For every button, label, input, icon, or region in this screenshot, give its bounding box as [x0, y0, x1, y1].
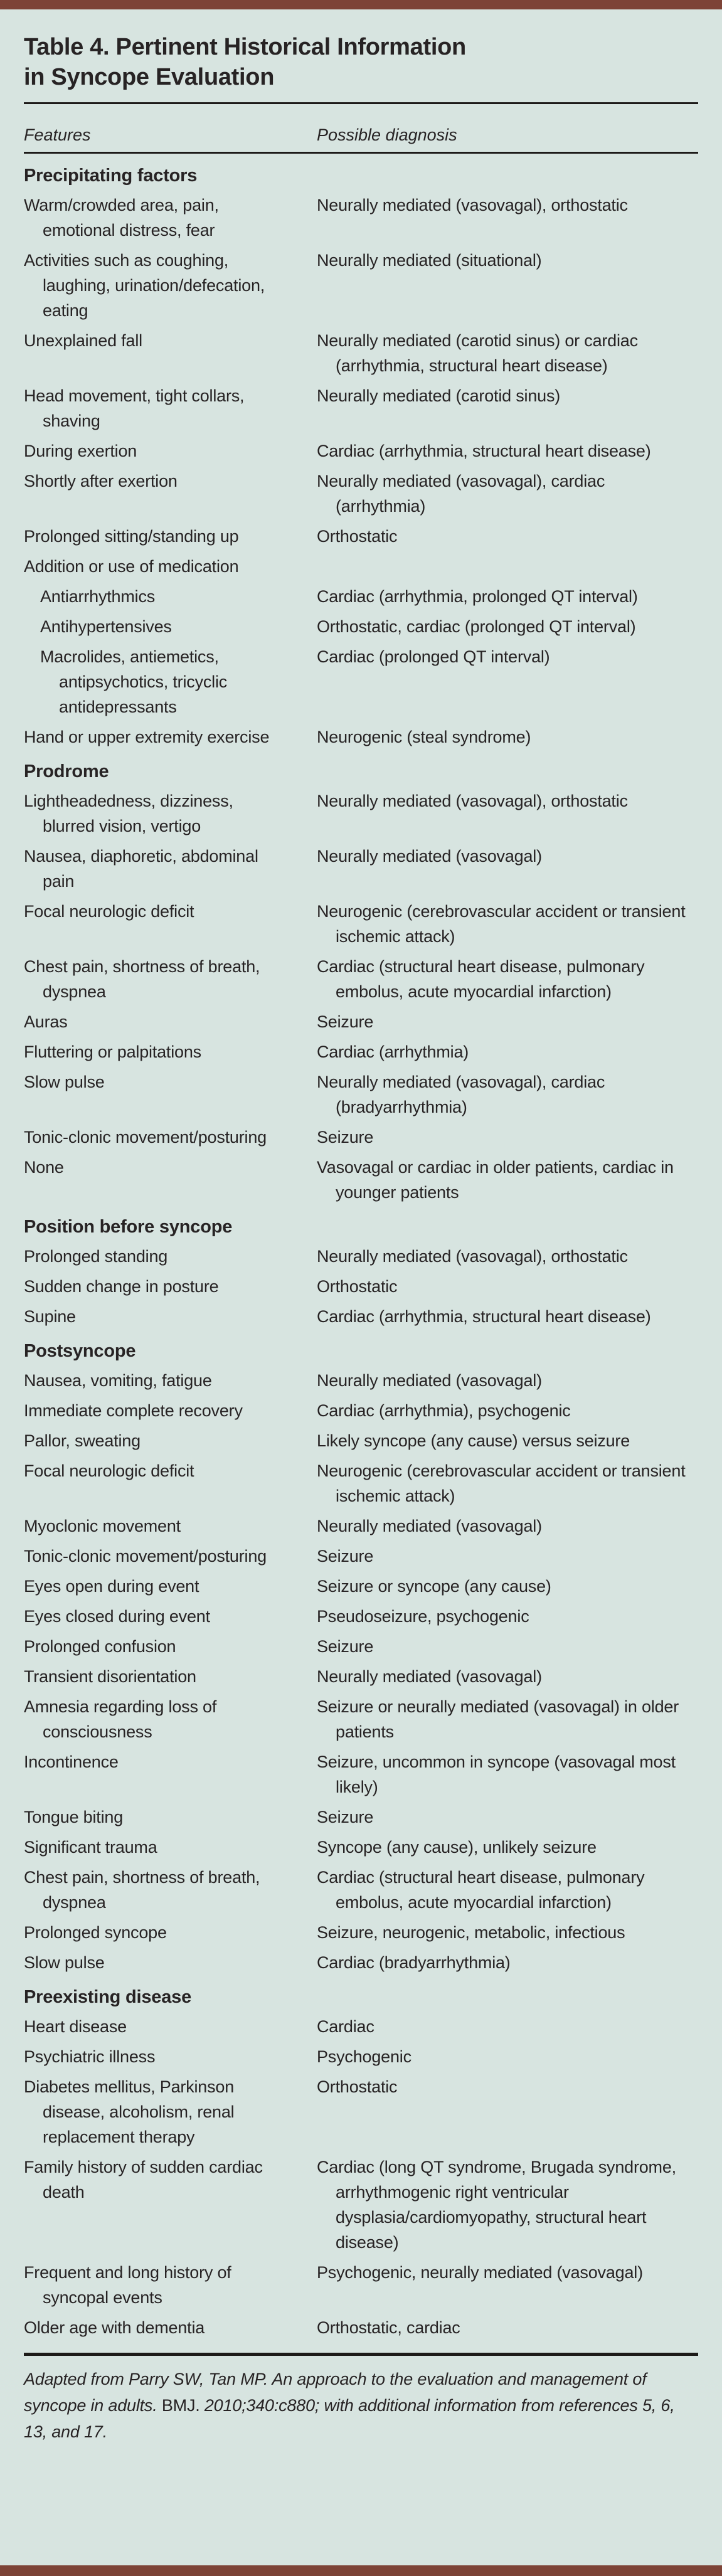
- diagnosis-cell: Cardiac (arrhythmia, prolonged QT interval): [317, 587, 638, 606]
- diagnosis-cell: Syncope (any cause), unlikely seizure: [317, 1838, 597, 1857]
- feature-cell: Eyes closed during event: [24, 1607, 210, 1626]
- diagnosis-cell: Seizure: [317, 1128, 374, 1147]
- table-row: [24, 1009, 698, 1034]
- table-row: [24, 724, 698, 750]
- table-row: [24, 1155, 698, 1205]
- column-header-features: Features: [24, 125, 91, 144]
- table-row: [24, 1634, 698, 1659]
- table-row: [24, 1244, 698, 1269]
- source-note: [24, 2366, 698, 2445]
- diagnosis-cell: Seizure: [317, 1637, 374, 1656]
- table-row: [24, 1865, 698, 1915]
- table-row: [24, 644, 698, 719]
- feature-cell: Activities such as coughing, laughing, urination/defecation, eating: [24, 251, 265, 320]
- table-row: [24, 1950, 698, 1975]
- diagnosis-cell: Neurogenic (cerebrovascular accident or transient ischemic attack): [317, 902, 686, 946]
- feature-cell: Psychiatric illness: [24, 2047, 156, 2066]
- diagnosis-cell: Orthostatic: [317, 2077, 398, 2096]
- feature-cell: Lightheadedness, dizziness, blurred vision, vertigo: [24, 792, 233, 835]
- feature-cell: Diabetes mellitus, Parkinson disease, alcoholism, renal replacement therapy: [24, 2077, 235, 2146]
- feature-cell: Amnesia regarding loss of consciousness: [24, 1697, 217, 1741]
- feature-cell: Tonic-clonic movement/posturing: [24, 1128, 267, 1147]
- diagnosis-cell: Neurally mediated (vasovagal): [317, 1371, 542, 1390]
- feature-cell: Transient disorientation: [24, 1667, 196, 1686]
- feature-cell: Shortly after exertion: [24, 472, 178, 490]
- diagnosis-cell: Orthostatic: [317, 1277, 398, 1296]
- feature-cell: Nausea, diaphoretic, abdominal pain: [24, 847, 258, 891]
- table-row: [24, 1604, 698, 1629]
- table-row: [24, 2315, 698, 2340]
- feature-cell: Focal neurologic deficit: [24, 1461, 194, 1480]
- feature-cell: Auras: [24, 1012, 68, 1031]
- table-row: [24, 2014, 698, 2039]
- table-title-line-2: in Syncope Evaluation: [24, 64, 275, 90]
- diagnosis-cell: Seizure: [317, 1808, 374, 1826]
- diagnosis-cell: Neurally mediated (vasovagal): [317, 847, 542, 866]
- feature-cell: Prolonged sitting/standing up: [24, 527, 239, 546]
- table-row: [24, 788, 698, 839]
- feature-cell: Prolonged standing: [24, 1247, 168, 1266]
- table-row: [24, 1069, 698, 1120]
- diagnosis-cell: Seizure, neurogenic, metabolic, infectious: [317, 1923, 625, 1942]
- feature-cell: Fluttering or palpitations: [24, 1042, 201, 1061]
- diagnosis-cell: Cardiac (long QT syndrome, Brugada syndrome, arrhythmogenic right ventricular dysplasia/cardiomyopathy, structural heart disease): [317, 2158, 676, 2252]
- feature-cell: Frequent and long history of syncopal events: [24, 2263, 231, 2307]
- feature-cell: Unexplained fall: [24, 331, 142, 350]
- source-note-segment: 2010;340:c880; with additional information from references 5, 6, 13, and 17.: [24, 2396, 675, 2441]
- feature-cell: Focal neurologic deficit: [24, 902, 194, 921]
- table-row: [24, 248, 698, 323]
- diagnosis-cell: Neurally mediated (vasovagal), orthostatic: [317, 1247, 628, 1266]
- diagnosis-cell: Neurogenic (cerebrovascular accident or transient ischemic attack): [317, 1461, 686, 1505]
- diagnosis-cell: Pseudoseizure, psychogenic: [317, 1607, 529, 1626]
- diagnosis-cell: Neurally mediated (carotid sinus): [317, 386, 561, 405]
- table-row: [24, 614, 698, 639]
- feature-cell: Prolonged syncope: [24, 1923, 167, 1942]
- diagnosis-cell: Orthostatic, cardiac (prolonged QT interval): [317, 617, 636, 636]
- feature-cell: Sudden change in posture: [24, 1277, 219, 1296]
- diagnosis-cell: Seizure, uncommon in syncope (vasovagal most likely): [317, 1752, 676, 1796]
- diagnosis-cell: Cardiac (bradyarrhythmia): [317, 1953, 511, 1972]
- table-row: [24, 469, 698, 519]
- table-row: [24, 1304, 698, 1329]
- diagnosis-cell: Seizure: [317, 1547, 374, 1566]
- top-border-bar: [0, 0, 722, 9]
- feature-cell: Eyes open during event: [24, 1577, 199, 1596]
- table-row: [24, 899, 698, 949]
- feature-cell: Prolonged confusion: [24, 1637, 176, 1656]
- diagnosis-cell: Cardiac (arrhythmia, structural heart disease): [317, 1307, 651, 1326]
- table-row: [24, 1574, 698, 1599]
- feature-cell: Chest pain, shortness of breath, dyspnea: [24, 1868, 260, 1912]
- diagnosis-cell: Cardiac (arrhythmia), psychogenic: [317, 1401, 571, 1420]
- column-header-row: [24, 122, 698, 148]
- feature-cell: Antihypertensives: [40, 617, 172, 636]
- diagnosis-cell: Neurally mediated (vasovagal), cardiac (arrhythmia): [317, 472, 605, 516]
- feature-cell: Hand or upper extremity exercise: [24, 728, 270, 746]
- diagnosis-cell: Psychogenic, neurally mediated (vasovagal): [317, 2263, 643, 2282]
- feature-cell: Tonic-clonic movement/posturing: [24, 1547, 267, 1566]
- diagnosis-cell: Neurally mediated (vasovagal), cardiac (bradyarrhythmia): [317, 1073, 605, 1116]
- diagnosis-cell: Cardiac (arrhythmia, structural heart disease): [317, 442, 651, 460]
- feature-cell: Tongue biting: [24, 1808, 124, 1826]
- header-divider: [24, 152, 698, 154]
- diagnosis-cell: [317, 554, 698, 579]
- feature-cell: Myoclonic movement: [24, 1517, 181, 1535]
- footer-divider: [24, 2353, 698, 2356]
- feature-cell: Significant trauma: [24, 1838, 157, 1857]
- source-note-segment: BMJ.: [161, 2396, 200, 2415]
- table-row: [24, 193, 698, 243]
- table-row: [24, 1398, 698, 1423]
- feature-cell: Addition or use of medication: [24, 557, 239, 576]
- feature-cell: During exertion: [24, 442, 137, 460]
- section-heading: Postsyncope: [24, 1341, 136, 1361]
- table-row: [24, 554, 698, 579]
- table-row: [24, 524, 698, 549]
- table-title-line-1: Table 4. Pertinent Historical Information: [24, 34, 466, 60]
- table-row: [24, 383, 698, 433]
- column-header-diagnosis: Possible diagnosis: [317, 125, 457, 144]
- table-row: [24, 2044, 698, 2069]
- feature-cell: Incontinence: [24, 1752, 119, 1771]
- feature-cell: Slow pulse: [24, 1953, 105, 1972]
- feature-cell: Family history of sudden cardiac death: [24, 2158, 263, 2202]
- table-row: [24, 844, 698, 894]
- table-row: [24, 1428, 698, 1453]
- feature-cell: Warm/crowded area, pain, emotional distress, fear: [24, 196, 219, 240]
- diagnosis-cell: Cardiac (structural heart disease, pulmonary embolus, acute myocardial infarction): [317, 957, 645, 1001]
- table-row: [24, 1805, 698, 1830]
- table-row: [24, 2074, 698, 2149]
- table-row: [24, 1274, 698, 1299]
- table-title: [24, 32, 698, 92]
- feature-cell: Heart disease: [24, 2017, 127, 2036]
- diagnosis-cell: Neurally mediated (vasovagal), orthostatic: [317, 792, 628, 810]
- bottom-border-bar: [0, 2565, 722, 2576]
- feature-cell: Head movement, tight collars, shaving: [24, 386, 245, 430]
- table-row: [24, 2155, 698, 2255]
- diagnosis-cell: Orthostatic, cardiac: [317, 2318, 460, 2337]
- table-row: [24, 1458, 698, 1508]
- diagnosis-cell: Vasovagal or cardiac in older patients, cardiac in younger patients: [317, 1158, 674, 1202]
- section-heading: Prodrome: [24, 761, 109, 782]
- diagnosis-cell: Neurally mediated (vasovagal), orthostatic: [317, 196, 628, 215]
- diagnosis-cell: Seizure or syncope (any cause): [317, 1577, 551, 1596]
- table-row: [24, 2260, 698, 2310]
- diagnosis-cell: Psychogenic: [317, 2047, 411, 2066]
- section-heading: Position before syncope: [24, 1217, 233, 1237]
- section-heading: Precipitating factors: [24, 166, 198, 186]
- feature-cell: Immediate complete recovery: [24, 1401, 243, 1420]
- table-row: [24, 954, 698, 1004]
- table-row: [24, 1694, 698, 1744]
- table-row: [24, 1039, 698, 1064]
- diagnosis-cell: Orthostatic: [317, 527, 398, 546]
- diagnosis-cell: Neurally mediated (carotid sinus) or cardiac (arrhythmia, structural heart disease): [317, 331, 638, 375]
- diagnosis-cell: Neurogenic (steal syndrome): [317, 728, 531, 746]
- feature-cell: Pallor, sweating: [24, 1431, 141, 1450]
- source-note-segment: Adapted from Parry SW, Tan MP. An approach to the evaluation and management of syncope in adults.: [24, 2370, 647, 2415]
- diagnosis-cell: Cardiac: [317, 2017, 374, 2036]
- table-row: [24, 1835, 698, 1860]
- diagnosis-cell: Cardiac (prolonged QT interval): [317, 647, 550, 666]
- table-row: [24, 1664, 698, 1689]
- feature-cell: Macrolides, antiemetics, antipsychotics, tricyclic antidepressants: [40, 647, 228, 716]
- diagnosis-cell: Seizure or neurally mediated (vasovagal) in older patients: [317, 1697, 679, 1741]
- feature-cell: Slow pulse: [24, 1073, 105, 1091]
- feature-cell: None: [24, 1158, 64, 1177]
- diagnosis-cell: Cardiac (arrhythmia): [317, 1042, 469, 1061]
- table-row: [24, 438, 698, 464]
- feature-cell: Supine: [24, 1307, 76, 1326]
- table-row: [24, 1513, 698, 1539]
- diagnosis-cell: Neurally mediated (situational): [317, 251, 542, 270]
- feature-cell: Antiarrhythmics: [40, 587, 156, 606]
- table-row: [24, 1544, 698, 1569]
- table-row: [24, 584, 698, 609]
- diagnosis-cell: Neurally mediated (vasovagal): [317, 1667, 542, 1686]
- feature-cell: Older age with dementia: [24, 2318, 205, 2337]
- title-divider: [24, 102, 698, 104]
- table-row: [24, 1368, 698, 1393]
- diagnosis-cell: Seizure: [317, 1012, 374, 1031]
- section-heading: Preexisting disease: [24, 1987, 192, 2007]
- table-row: [24, 1125, 698, 1150]
- table-row: [24, 1749, 698, 1799]
- table-row: [24, 328, 698, 378]
- diagnosis-cell: Likely syncope (any cause) versus seizure: [317, 1431, 630, 1450]
- diagnosis-cell: Neurally mediated (vasovagal): [317, 1517, 542, 1535]
- table-body: [24, 162, 698, 2340]
- table-row: [24, 1920, 698, 1945]
- feature-cell: Nausea, vomiting, fatigue: [24, 1371, 212, 1390]
- feature-cell: Chest pain, shortness of breath, dyspnea: [24, 957, 260, 1001]
- diagnosis-cell: Cardiac (structural heart disease, pulmonary embolus, acute myocardial infarction): [317, 1868, 645, 1912]
